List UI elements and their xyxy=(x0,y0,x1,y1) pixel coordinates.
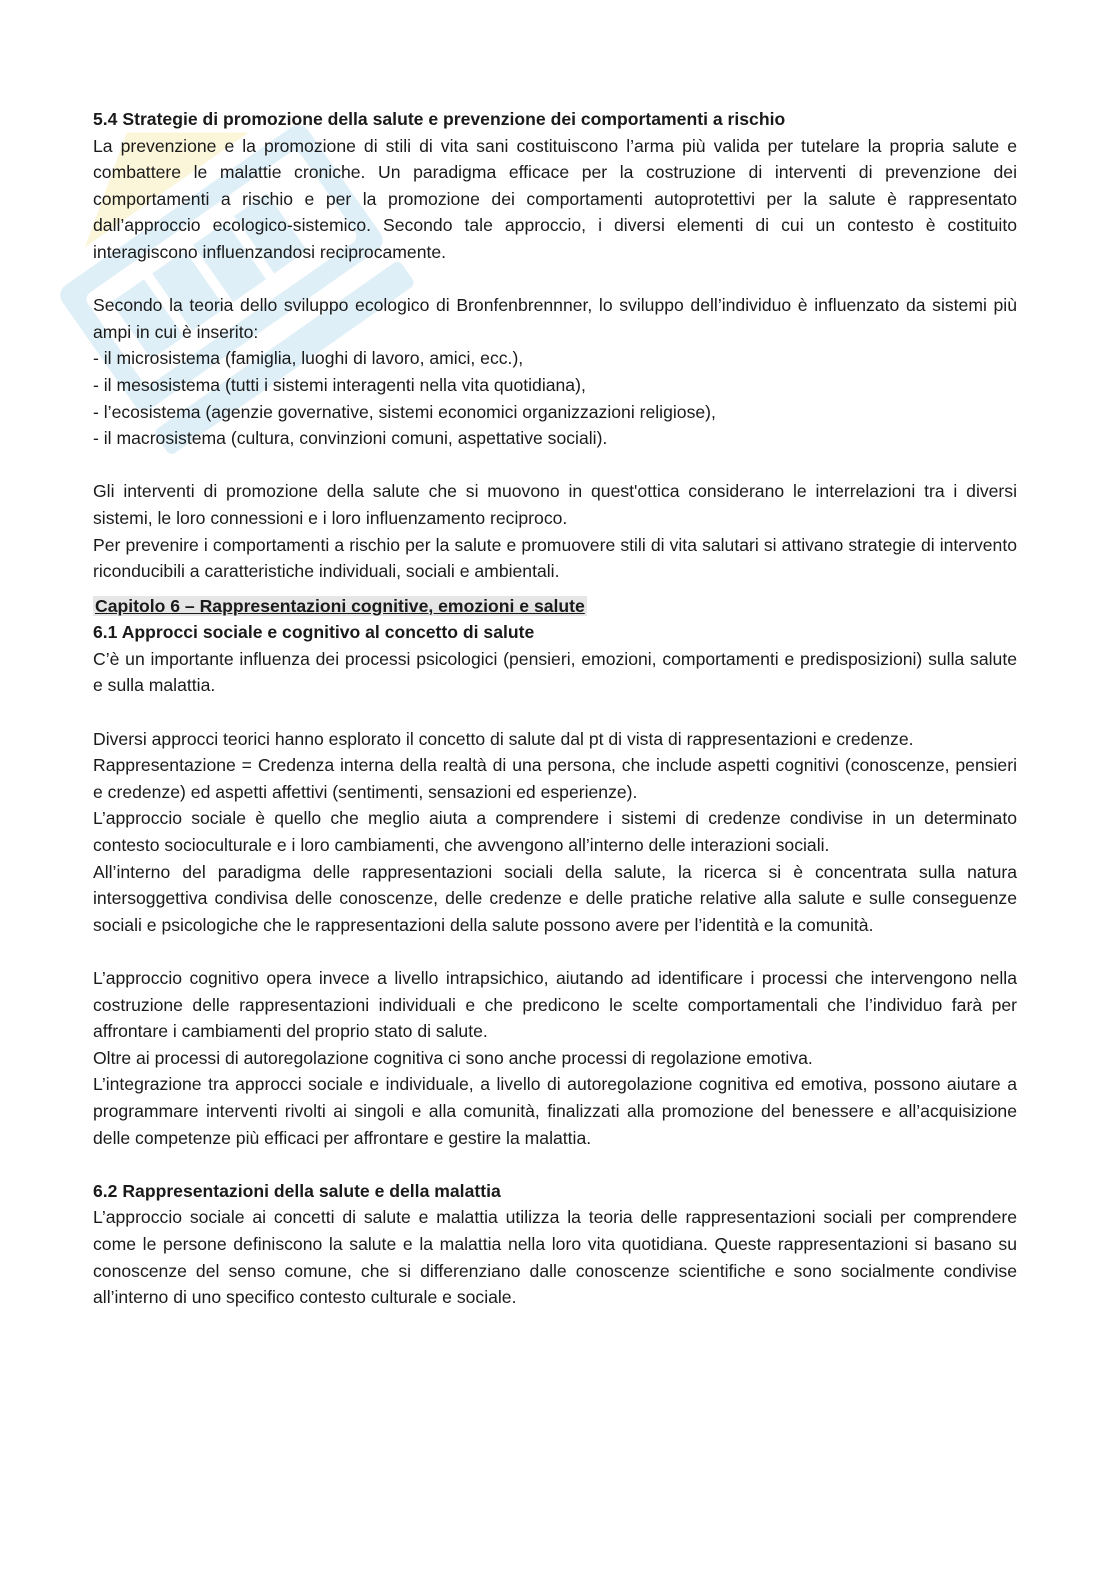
paragraph: L’approccio cognitivo opera invece a livello intrapsichico, aiutando ad identificare i processi che intervengono nella costruzione delle rappresentazioni individuali e che predicono le scelte comportamentali che l’individuo farà per affrontare i cambiamenti del proprio stato di salute. xyxy=(93,968,1017,1042)
paragraph: Gli interventi di promozione della salute che si muovono in quest'ottica considerano le interrelazioni tra i diversi sistemi, le loro connessioni e i loro influenzamento reciproco. xyxy=(93,481,1017,528)
paragraph: Oltre ai processi di autoregolazione cognitiva ci sono anche processi di regolazione emotiva. xyxy=(93,1047,813,1068)
list-item: - il mesosistema (tutti i sistemi interagenti nella vita quotidiana), xyxy=(93,374,586,395)
section-title-6-2: 6.2 Rappresentazioni della salute e della malattia xyxy=(93,1180,501,1201)
section-title-5-4: 5.4 Strategie di promozione della salute e prevenzione dei comportamenti a rischio xyxy=(93,109,786,129)
paragraph: L’approccio sociale è quello che meglio aiuta a comprendere i sistemi di credenze condivise in un determinato contesto socioculturale e i loro cambiamenti, che avvengono all’interno delle interazioni sociali. xyxy=(93,808,1017,856)
paragraph: La prevenzione e la promozione di stili di vita sani costituiscono l’arma più valida per tutelare la propria salute e combattere le malattie croniche. Un paradigma efficace per la costruzione di interventi di prevenzione dei comportamenti a rischio e per la promozione dei comportamenti autoprotettivi per la salute è rappresentato dall’approccio ecologico-sistemico. Secondo tale approccio, i diversi elementi di cui un contesto è costituito interagiscono influenzandosi reciprocamente. xyxy=(93,135,1017,262)
paragraph: Per prevenire i comportamenti a rischio per la salute e promuovere stili di vita salutari si attivano strategie di intervento riconducibili a caratteristiche individuali, sociali e ambientali. xyxy=(93,534,1017,582)
chapter-heading xyxy=(93,593,1017,620)
paragraph: Rappresentazione = Credenza interna della realtà di una persona, che include aspetti cognitivi (conoscenze, pensieri e credenze) ed aspetti affettivi (sentimenti, sensazioni ed esperienze). xyxy=(93,755,1017,802)
paragraph: Diversi approcci teorici hanno esplorato il concetto di salute dal pt di vista di rappresentazioni e credenze. xyxy=(93,728,914,749)
paragraph: L’integrazione tra approcci sociale e individuale, a livello di autoregolazione cognitiva ed emotiva, possono aiutare a programmare interventi rivolti ai singoli e alla comunità, finalizzati alla promozione del benessere e all’acquisizione delle competenze più efficaci per affrontare e gestire la malattia. xyxy=(93,1074,1017,1148)
list-item: - il macrosistema (cultura, convinzioni comuni, aspettative sociali). xyxy=(93,428,608,449)
document-page xyxy=(93,106,1017,1311)
paragraph: C’è un importante influenza dei processi psicologici (pensieri, emozioni, comportamenti e predisposizioni) sulla salute e sulla malattia. xyxy=(93,648,1017,696)
paragraph: Secondo la teoria dello sviluppo ecologico di Bronfenbrennner, lo sviluppo dell’individuo è influenzato da sistemi più ampi in cui è inserito: xyxy=(93,295,1017,342)
paragraph: L’approccio sociale ai concetti di salute e malattia utilizza la teoria delle rappresentazioni sociali per comprendere come le persone definiscono la salute e la malattia nella loro vita quotidiana. Queste rappresentazioni si basano su conoscenze del senso comune, che si differenziano dalle conoscenze scientifiche e sono socialmente condivise all’interno di uno specifico contesto culturale e sociale. xyxy=(93,1207,1017,1308)
paragraph: All’interno del paradigma delle rappresentazioni sociali della salute, la ricerca si è concentrata sulla natura intersoggettiva condivisa delle conoscenze, delle credenze e delle pratiche relative alla salute e sulle conseguenze sociali e psicologiche che le rappresentazioni della salute possono avere per l’identità e la comunità. xyxy=(93,861,1017,935)
chapter-title: Capitolo 6 – Rappresentazioni cognitive, emozioni e salute xyxy=(95,595,585,616)
list-item: - il microsistema (famiglia, luoghi di lavoro, amici, ecc.), xyxy=(93,348,524,369)
section-title-6-1: 6.1 Approcci sociale e cognitivo al concetto di salute xyxy=(93,622,535,643)
list-item: - l’ecosistema (agenzie governative, sistemi economici organizzazioni religiose), xyxy=(93,401,716,422)
